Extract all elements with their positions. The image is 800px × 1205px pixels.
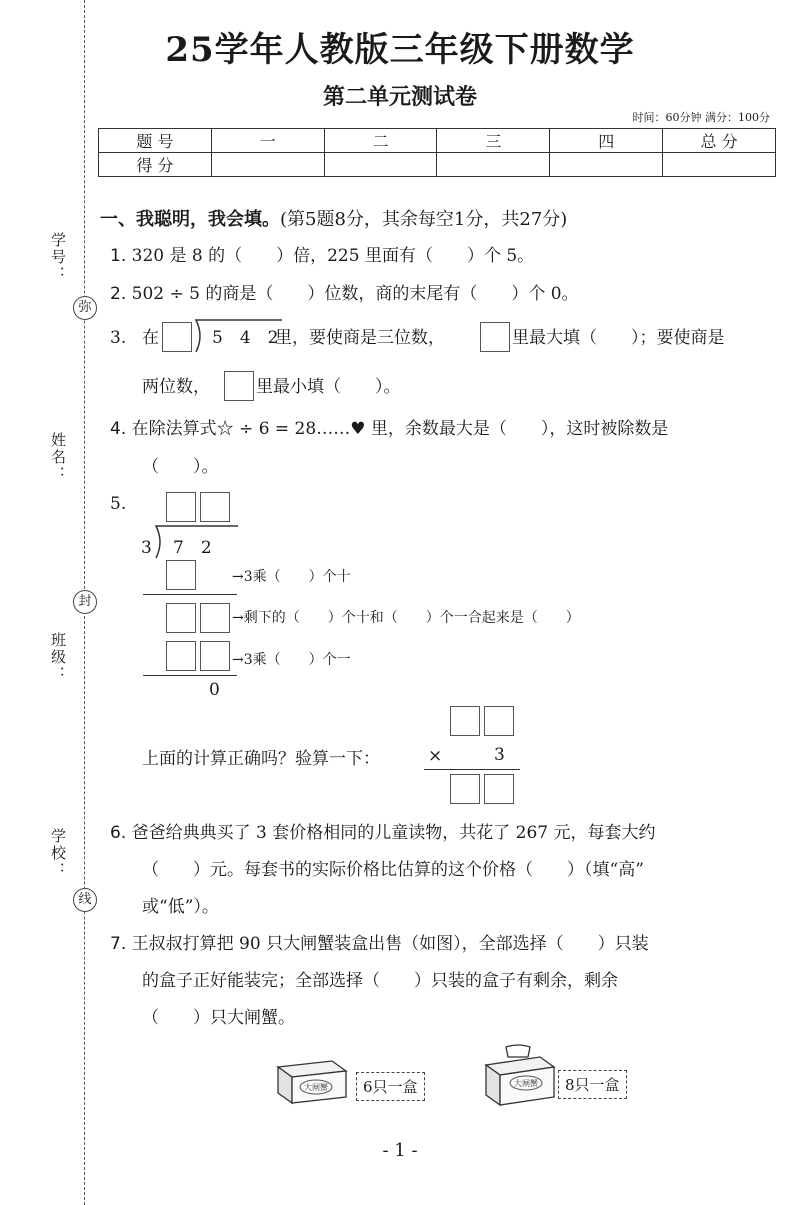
question-3-mid: 里，要使商是三位数，	[275, 328, 445, 348]
score-table-header-row	[99, 129, 776, 153]
seal-char-feng: 封	[73, 590, 97, 614]
seal-char-mi: 弥	[73, 296, 97, 320]
question-3-dividend: 5 4 2	[212, 328, 279, 348]
step3-box-tens[interactable]	[166, 641, 196, 671]
question-1	[110, 244, 534, 268]
score-header-cell: 四	[550, 129, 663, 153]
student-number-label: 学号：	[49, 232, 67, 283]
question-3-pre: 在	[142, 328, 159, 348]
question-text: 320 是 8 的（ ）倍，225 里面有（ ）个 5。	[131, 246, 535, 266]
quotient-box-ones[interactable]	[200, 492, 230, 522]
question-6-line3: 或“低”）。	[142, 897, 219, 917]
name-label: 姓名：	[49, 432, 67, 483]
multiplication-line	[424, 769, 520, 770]
question-5-num: 5.	[110, 494, 127, 514]
question-number: 7.	[110, 934, 127, 954]
score-header-cell: 二	[324, 129, 437, 153]
score-cell[interactable]	[437, 153, 550, 177]
question-text-line1: 爸爸给典典买了 3 套价格相同的儿童读物，共花了 267 元，每套大约	[131, 823, 656, 843]
seal-char-xian: 线	[73, 888, 97, 912]
check-text: 上面的计算正确吗？验算一下：	[142, 749, 380, 769]
score-header-cell: 总 分	[663, 129, 776, 153]
score-table-score-row	[99, 153, 776, 177]
question-4	[110, 417, 668, 441]
division-line	[143, 594, 237, 595]
times-sign: ×	[428, 746, 443, 766]
score-cell[interactable]	[324, 153, 437, 177]
section-1-title: 一、我聪明，我会填。	[100, 209, 280, 230]
question-3-line2-after: 里最小填（ ）。	[256, 377, 401, 397]
section-1-heading	[100, 205, 567, 231]
crab-box-6-text: 大闸蟹	[304, 1083, 328, 1092]
score-row-label: 得 分	[99, 153, 212, 177]
question-text-line1: 在除法算式☆ ÷ 6 = 28……♥ 里，余数最大是（ ），这时被除数是	[131, 419, 669, 439]
question-number: 1.	[110, 246, 127, 266]
answer-box[interactable]	[162, 322, 192, 352]
box-6-label: 6只一盒	[356, 1072, 425, 1101]
section-1-note: (第5题8分，其余每空1分，共27分)	[280, 209, 568, 230]
question-6-line2: （ ）元。每套书的实际价格比估算的这个价格（ ）（填“高”	[142, 860, 644, 880]
question-text-line1: 王叔叔打算把 90 只大闸蟹装盒出售（如图），全部选择（ ）只装	[131, 934, 649, 954]
step2-box-tens[interactable]	[166, 603, 196, 633]
step1-text: →3乘（ ）个十	[232, 569, 351, 585]
division-line	[143, 675, 237, 676]
question-3-line2-pre: 两位数，	[142, 377, 210, 397]
question-3-after: 里最大填（ ）；要使商是	[512, 328, 725, 348]
score-cell[interactable]	[663, 153, 776, 177]
question-6	[110, 821, 656, 845]
question-7	[110, 932, 649, 956]
score-table	[98, 128, 776, 177]
divisor: 3	[141, 538, 152, 558]
check-box-ones[interactable]	[484, 706, 514, 736]
question-number: 4.	[110, 419, 127, 439]
question-text: 502 ÷ 5 的商是（ ）位数，商的末尾有（ ）个 0。	[131, 284, 579, 304]
question-3-num: 3.	[110, 328, 127, 348]
step3-text: →3乘（ ）个一	[232, 652, 351, 668]
crab-box-8-illustration	[478, 1043, 558, 1109]
step1-box[interactable]	[166, 560, 196, 590]
quotient-box-tens[interactable]	[166, 492, 196, 522]
product-box-tens[interactable]	[450, 774, 480, 804]
product-box-ones[interactable]	[484, 774, 514, 804]
score-cell[interactable]	[550, 153, 663, 177]
question-7-line3: （ ）只大闸蟹。	[142, 1008, 295, 1028]
page-title: 25学年人教版三年级下册数学	[165, 30, 635, 70]
step3-box-ones[interactable]	[200, 641, 230, 671]
dividend: 7 2	[173, 538, 212, 558]
exam-meta: 时间：60分钟 满分：100分	[632, 111, 770, 124]
question-2	[110, 282, 579, 306]
class-label: 班级：	[49, 632, 67, 683]
score-header-cell: 题 号	[99, 129, 212, 153]
crab-box-6-illustration	[272, 1053, 352, 1107]
question-number: 6.	[110, 823, 127, 843]
remainder-zero: 0	[209, 680, 220, 700]
score-header-cell: 一	[211, 129, 324, 153]
check-box-tens[interactable]	[450, 706, 480, 736]
question-number: 2.	[110, 284, 127, 304]
crab-box-8-text: 大闸蟹	[514, 1079, 538, 1088]
page-number: - 1 -	[382, 1140, 418, 1161]
answer-box[interactable]	[224, 371, 254, 401]
score-header-cell: 三	[437, 129, 550, 153]
multiplier: 3	[494, 745, 505, 765]
school-label: 学校：	[49, 828, 67, 879]
answer-box[interactable]	[480, 322, 510, 352]
step2-text: →剩下的（ ）个十和（ ）个一合起来是（ ）	[232, 610, 580, 626]
page-subtitle: 第二单元测试卷	[322, 84, 477, 110]
step2-box-ones[interactable]	[200, 603, 230, 633]
question-4-line2: （ ）。	[142, 457, 219, 477]
score-cell[interactable]	[211, 153, 324, 177]
box-8-label: 8只一盒	[558, 1070, 627, 1099]
question-7-line2: 的盒子正好能装完；全部选择（ ）只装的盒子有剩余，剩余	[142, 971, 618, 991]
